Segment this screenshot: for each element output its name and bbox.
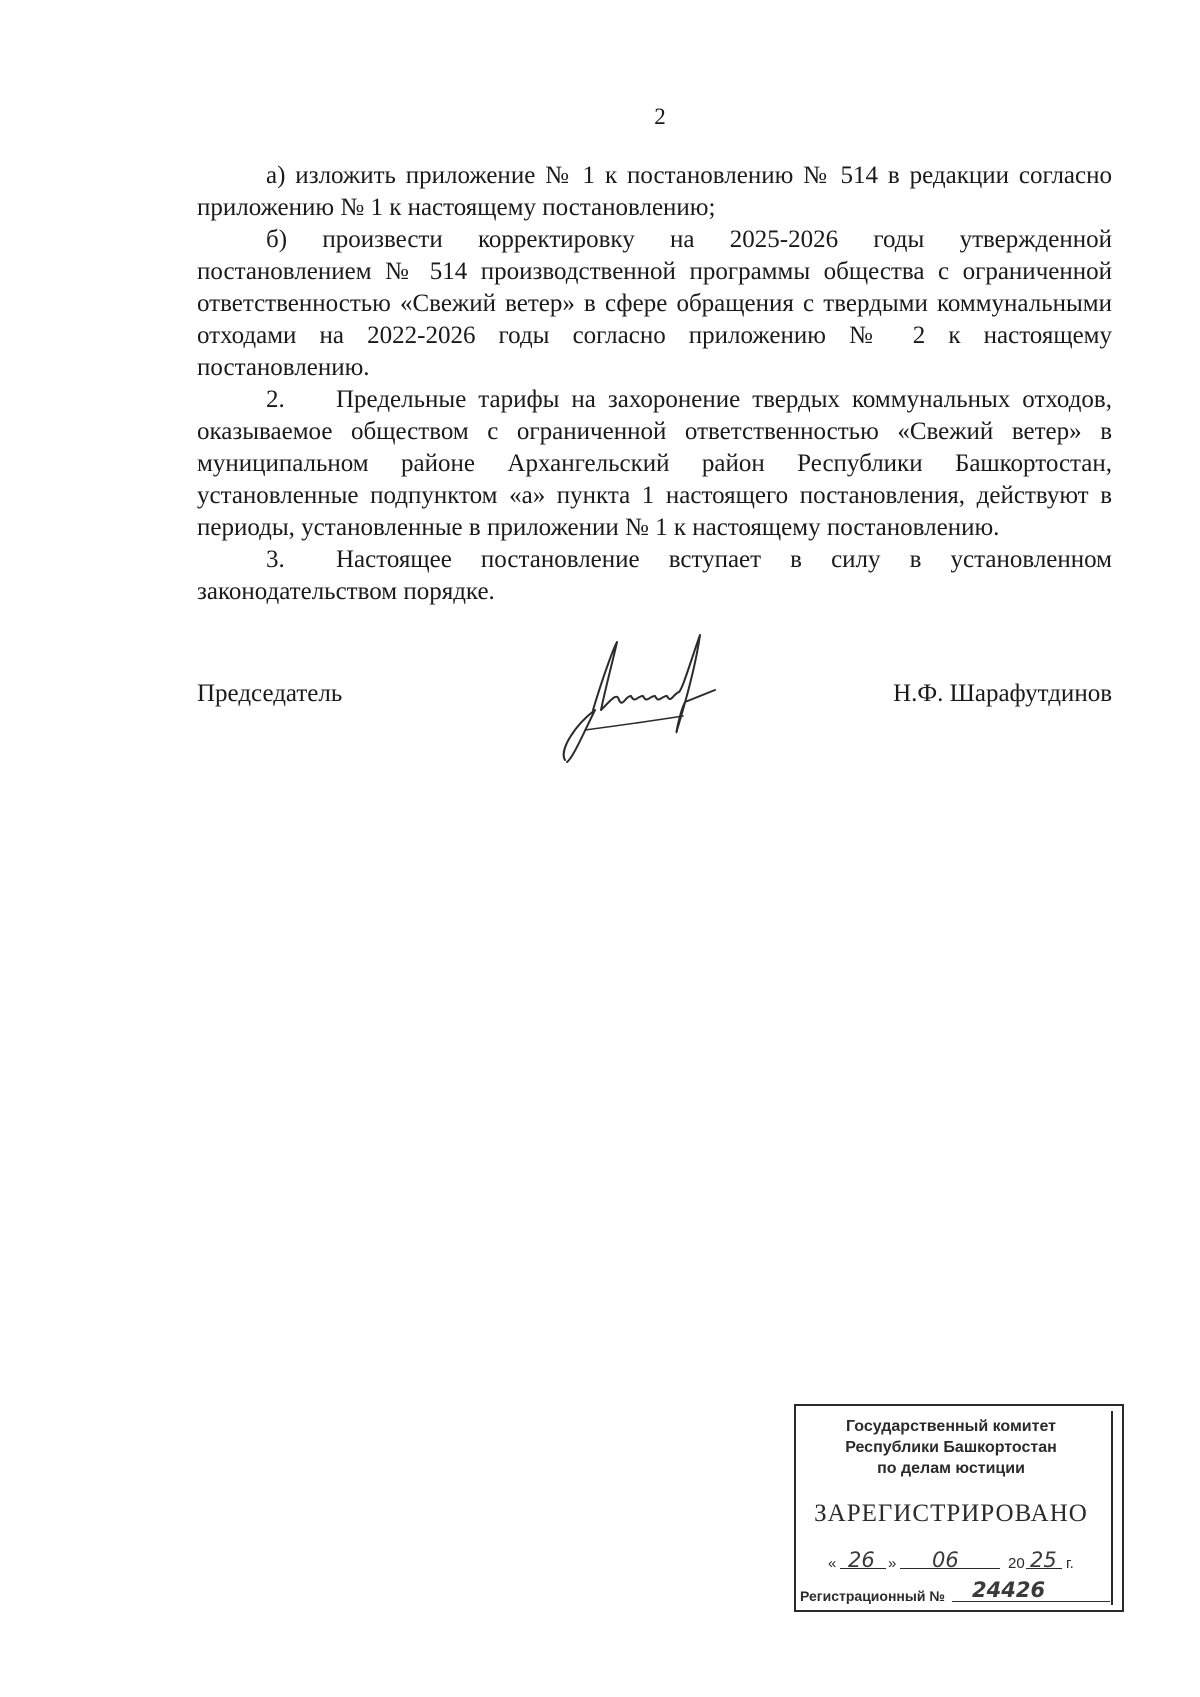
- paragraph-text: Настоящее постановление вступает в силу в установленном законодательством порядке.: [197, 546, 1112, 605]
- reg-number-label: Регистрационный №: [800, 1588, 945, 1604]
- paragraph-number: 3.: [266, 546, 285, 573]
- reg-number-value: 24426: [972, 1578, 1046, 1602]
- date-quote-close: »: [888, 1555, 897, 1572]
- date-year-prefix: 20: [1008, 1555, 1025, 1572]
- stamp-registration-number: [800, 1578, 1110, 1606]
- stamp-border-line: [1111, 1411, 1117, 1605]
- handwritten-signature: [555, 630, 735, 770]
- paragraph-3: [197, 544, 1112, 608]
- registration-stamp: [794, 1404, 1124, 1612]
- stamp-header-line: Государственный комитет: [846, 1418, 1056, 1435]
- stamp-authority: [796, 1416, 1106, 1479]
- date-day: 26: [848, 1548, 875, 1572]
- date-quote-open: «: [828, 1555, 837, 1572]
- paragraph-1a: а) изложить приложение № 1 к постановлению № 514 в редакции согласно приложению № 1 к настоящему постановлению;: [197, 162, 1112, 221]
- stamp-header-line: Республики Башкортостан: [845, 1439, 1057, 1456]
- date-month: 06: [932, 1548, 959, 1572]
- date-year-unit: г.: [1066, 1555, 1074, 1572]
- signer-name: Н.Ф. Шарафутдинов: [893, 680, 1112, 707]
- paragraph-number: 2.: [266, 386, 285, 413]
- stamp-registered-label: ЗАРЕГИСТРИРОВАНО: [814, 1500, 1088, 1527]
- paragraph-2: [197, 384, 1112, 544]
- paragraph-1b: б) произвести корректировку на 2025-2026 годы утвержденной постановлением № 514 производственной программы общества с ограниченной ответственностью «Свежий ветер» в сфере обращения с твердыми коммунальными отходами на 2022-2026 годы согласно приложению № 2 к настоящему постановлению.: [197, 226, 1112, 381]
- paragraph-text: Предельные тарифы на захоронение твердых коммунальных отходов, оказываемое обществом с ограниченной ответственностью «Свежий ветер» в муниципальном районе Архангельский район Республики Башкортостан, установленные подпунктом «а» пункта 1 настоящего постановления, действуют в периоды, установленные в приложении № 1 к настоящему постановлению.: [197, 386, 1112, 541]
- stamp-date: [828, 1542, 1108, 1572]
- document-body: [197, 160, 1112, 608]
- date-year-suffix: 25: [1030, 1548, 1057, 1572]
- page-number: 2: [654, 104, 666, 129]
- stamp-header-line: по делам юстиции: [877, 1460, 1025, 1477]
- signer-role: Председатель: [197, 680, 343, 707]
